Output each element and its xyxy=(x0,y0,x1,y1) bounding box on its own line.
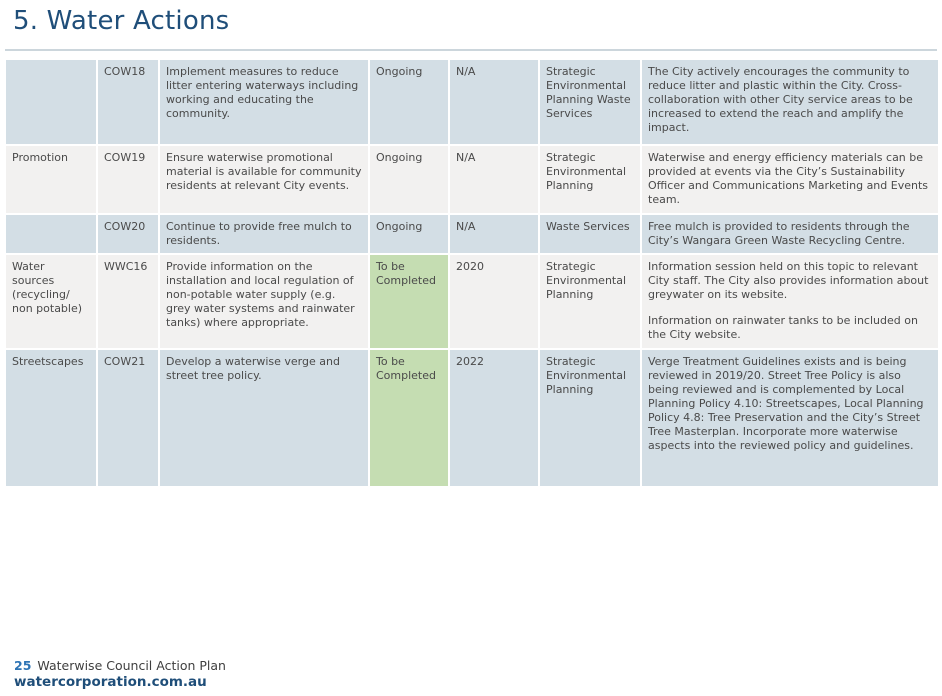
cell-year: 2020 xyxy=(450,255,538,348)
cell-action-code: COW20 xyxy=(98,215,158,253)
footer-line xyxy=(14,658,226,674)
cell-action-code: COW18 xyxy=(98,60,158,144)
cell-action-description: Implement measures to reduce litter entering waterways including working and educating the community. xyxy=(160,60,368,144)
comment-paragraph: The City actively encourages the community to reduce litter and plastic within the City. Cross-collaboration with other City service areas to be increased to extend the reach and amplify the impact. xyxy=(648,65,913,134)
cell-category xyxy=(6,60,96,144)
cell-category xyxy=(6,215,96,253)
cell-department: Waste Services xyxy=(540,215,640,253)
cell-action-code: WWC16 xyxy=(98,255,158,348)
cell-year: N/A xyxy=(450,215,538,253)
table-row xyxy=(6,215,938,253)
cell-department: Strategic Environmental Planning xyxy=(540,350,640,486)
cell-category: Promotion xyxy=(6,146,96,213)
page-title: 5. Water Actions xyxy=(13,6,230,36)
cell-status: Ongoing xyxy=(370,146,448,213)
comment-paragraph: Information session held on this topic to relevant City staff. The City also provides information about greywater on its website. xyxy=(648,260,929,301)
cell-category: Water sources (recycling/ non potable) xyxy=(6,255,96,348)
cell-comment xyxy=(642,215,938,253)
cell-action-description: Continue to provide free mulch to residents. xyxy=(160,215,368,253)
cell-status: To be Completed xyxy=(370,255,448,348)
cell-action-code: COW19 xyxy=(98,146,158,213)
cell-comment xyxy=(642,350,938,486)
cell-action-description: Develop a waterwise verge and street tree policy. xyxy=(160,350,368,486)
website-link[interactable]: watercorporation.com.au xyxy=(14,674,207,690)
cell-year: 2022 xyxy=(450,350,538,486)
cell-comment xyxy=(642,255,938,348)
water-actions-table xyxy=(4,58,940,488)
cell-category: Streetscapes xyxy=(6,350,96,486)
cell-year: N/A xyxy=(450,60,538,144)
cell-action-description: Ensure waterwise promotional material is available for community residents at relevant City events. xyxy=(160,146,368,213)
cell-action-code: COW21 xyxy=(98,350,158,486)
cell-action-description: Provide information on the installation and local regulation of non-potable water supply (e.g. grey water systems and rainwater tanks) where appropriate. xyxy=(160,255,368,348)
cell-year: N/A xyxy=(450,146,538,213)
cell-department: Strategic Environmental Planning Waste Services xyxy=(540,60,640,144)
page-footer xyxy=(14,658,226,691)
cell-comment xyxy=(642,146,938,213)
table-row xyxy=(6,255,938,348)
table-row xyxy=(6,146,938,213)
cell-comment xyxy=(642,60,938,144)
comment-paragraph: Waterwise and energy efficiency materials can be provided at events via the City’s Sustainability Officer and Communications Marketing and Events team. xyxy=(648,151,929,206)
cell-department: Strategic Environmental Planning xyxy=(540,146,640,213)
page-number: 25 xyxy=(14,658,32,673)
table-row xyxy=(6,350,938,486)
table-row xyxy=(6,60,938,144)
cell-status: Ongoing xyxy=(370,215,448,253)
comment-paragraph: Verge Treatment Guidelines exists and is being reviewed in 2019/20. Street Tree Policy is also being reviewed and is complemented by Local Planning Policy 4.10: Streetscapes, Local Planning Policy 4.8: Tree Preservation and the City’s Street Tree Masterplan. Incorporate more waterwise aspects into the reviewed policy and guidelines. xyxy=(648,355,924,452)
title-divider xyxy=(5,49,937,51)
comment-paragraph: Information on rainwater tanks to be included on the City website. xyxy=(648,314,918,341)
comment-paragraph: Free mulch is provided to residents through the City’s Wangara Green Waste Recycling Centre. xyxy=(648,220,910,247)
cell-status: Ongoing xyxy=(370,60,448,144)
document-title: Waterwise Council Action Plan xyxy=(37,658,226,673)
cell-department: Strategic Environmental Planning xyxy=(540,255,640,348)
cell-status: To be Completed xyxy=(370,350,448,486)
